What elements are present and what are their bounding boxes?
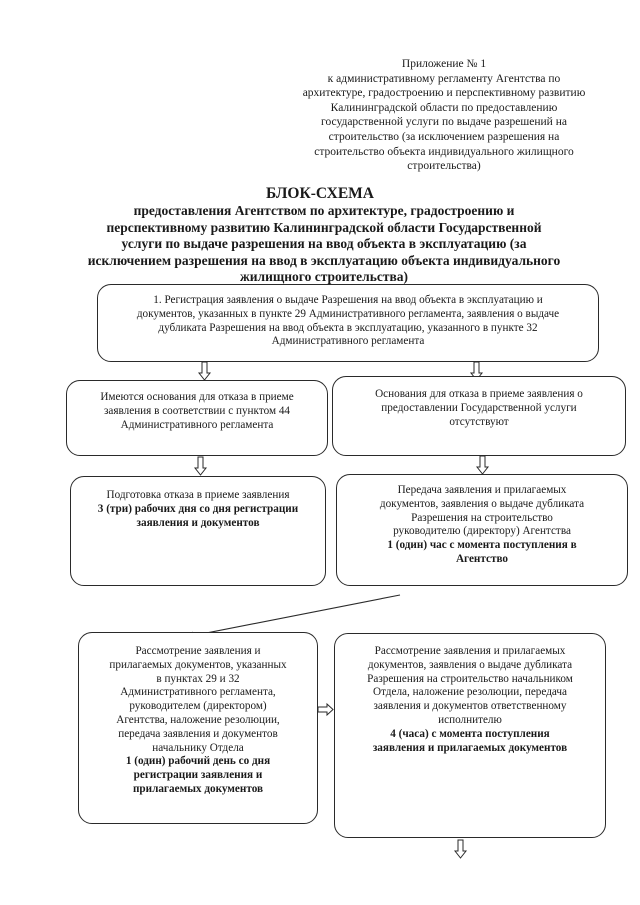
box-deadline-line: заявления и прилагаемых документов xyxy=(372,741,568,754)
head-review-box xyxy=(334,633,606,838)
down-arrow-icon xyxy=(195,457,206,475)
box-deadline-line: 4 (часа) с момента поступления xyxy=(390,727,550,740)
box-text-line: предоставлении Государственной услуги xyxy=(381,401,577,414)
box-deadline-line: 1 (один) час с момента поступления в xyxy=(387,539,577,552)
subtitle-line: предоставления Агентством по архитектуре, градостроению и xyxy=(133,203,515,218)
appendix-line: строительства) xyxy=(407,160,481,173)
appendix-line: строительство объекта индивидуального жилищного xyxy=(314,145,574,158)
grounds-refusal-box xyxy=(66,380,328,456)
box-text-line: Подготовка отказа в приеме заявления xyxy=(106,489,290,501)
no-grounds-box xyxy=(332,376,626,456)
right-arrow-icon xyxy=(318,704,333,715)
box-text-line: Имеются основания для отказа в приеме xyxy=(100,391,294,403)
box-text-line: Административного регламента xyxy=(271,335,425,348)
box-deadline-line: прилагаемых документов xyxy=(132,782,264,795)
box-deadline-line: заявления и документов xyxy=(136,516,260,529)
box-text-line: прилагаемых документов, указанных xyxy=(109,658,287,671)
box-text-line: дубликата Разрешения на ввод объекта в эксплуатацию, указанного в пункте 32 xyxy=(158,321,538,334)
subtitle-line: перспективному развитию Калининградской области Государственной xyxy=(106,219,542,235)
box-deadline-line: 1 (один) рабочий день со дня xyxy=(125,755,271,768)
box-deadline-line: 3 (три) рабочих дня со дня регистрации xyxy=(97,502,299,515)
director-review-box xyxy=(78,632,318,824)
box-text-line: Административного регламента, xyxy=(120,686,276,699)
box-deadline-line: Агентство xyxy=(455,552,509,565)
box-deadline-line: регистрации заявления и xyxy=(133,769,263,782)
box-text-line: Разрешения на строительство начальником xyxy=(367,672,573,685)
subtitle-line: услуги по выдаче разрешения на ввод объекта в эксплуатацию (за xyxy=(121,236,527,252)
box-text-line: Разрешения на строительство xyxy=(411,511,553,524)
box-text-line: Рассмотрение заявления и прилагаемых xyxy=(374,645,566,657)
appendix-line: Приложение № 1 xyxy=(401,58,487,70)
box-text-line: документов, заявления о выдаче дубликата xyxy=(367,658,573,671)
box-text-line: начальнику Отдела xyxy=(152,741,244,754)
box-text-line: руководителем (директором) xyxy=(129,700,267,713)
down-arrow-icon xyxy=(455,840,466,858)
box-text-line: документов, указанных в пункте 29 Административного регламента, заявления о выдаче xyxy=(136,307,560,320)
box-text-line: Отдела, наложение резолюции, передача xyxy=(372,686,567,699)
box-text-line: заявления и документов ответственному xyxy=(373,700,567,713)
transfer-box xyxy=(336,474,628,586)
box-text-line: исполнителю xyxy=(438,713,502,726)
diagonal-arrow xyxy=(186,595,400,637)
box-text-line: Административного регламента xyxy=(120,418,274,431)
subtitle-line: исключением разрешения на ввод в эксплуатацию объекта индивидуального xyxy=(87,252,561,268)
diagram-title: БЛОК-СХЕМА xyxy=(265,185,374,202)
box-text-line: Передача заявления и прилагаемых xyxy=(397,484,567,496)
appendix-line: Калининградской области по предоставлению xyxy=(330,101,558,114)
box-text-line: отсутствуют xyxy=(449,415,509,428)
subtitle-line: жилищного строительства) xyxy=(239,269,409,285)
appendix-line: государственной услуги по выдаче разрешений на xyxy=(321,116,567,129)
down-arrow-icon xyxy=(199,362,210,380)
appendix-line: к административному регламенту Агентства по xyxy=(327,72,561,85)
box-text-line: документов, заявления о выдаче дубликата xyxy=(379,497,585,510)
box-text-line: Рассмотрение заявления и xyxy=(135,645,261,657)
appendix-line: архитектуре, градостроению и перспективному развитию xyxy=(302,87,586,100)
box-text-line: Основания для отказа в приеме заявления о xyxy=(375,388,583,400)
down-arrow-icon xyxy=(477,456,488,474)
prepare-refusal-box xyxy=(70,476,326,586)
box-text-line: Агентства, наложение резолюции, xyxy=(116,713,280,726)
box-text-line: руководителю (директору) Агентства xyxy=(393,525,571,538)
box-text-line: в пунктах 29 и 32 xyxy=(156,672,240,685)
box-text-line: 1. Регистрация заявления о выдаче Разрешения на ввод объекта в эксплуатацию и xyxy=(153,294,543,306)
box-text-line: заявления в соответствии с пунктом 44 xyxy=(103,404,291,417)
registration-step-box xyxy=(97,284,599,362)
appendix-line: строительство (за исключением разрешения на xyxy=(328,130,560,143)
box-text-line: передача заявления и документов xyxy=(118,727,278,740)
